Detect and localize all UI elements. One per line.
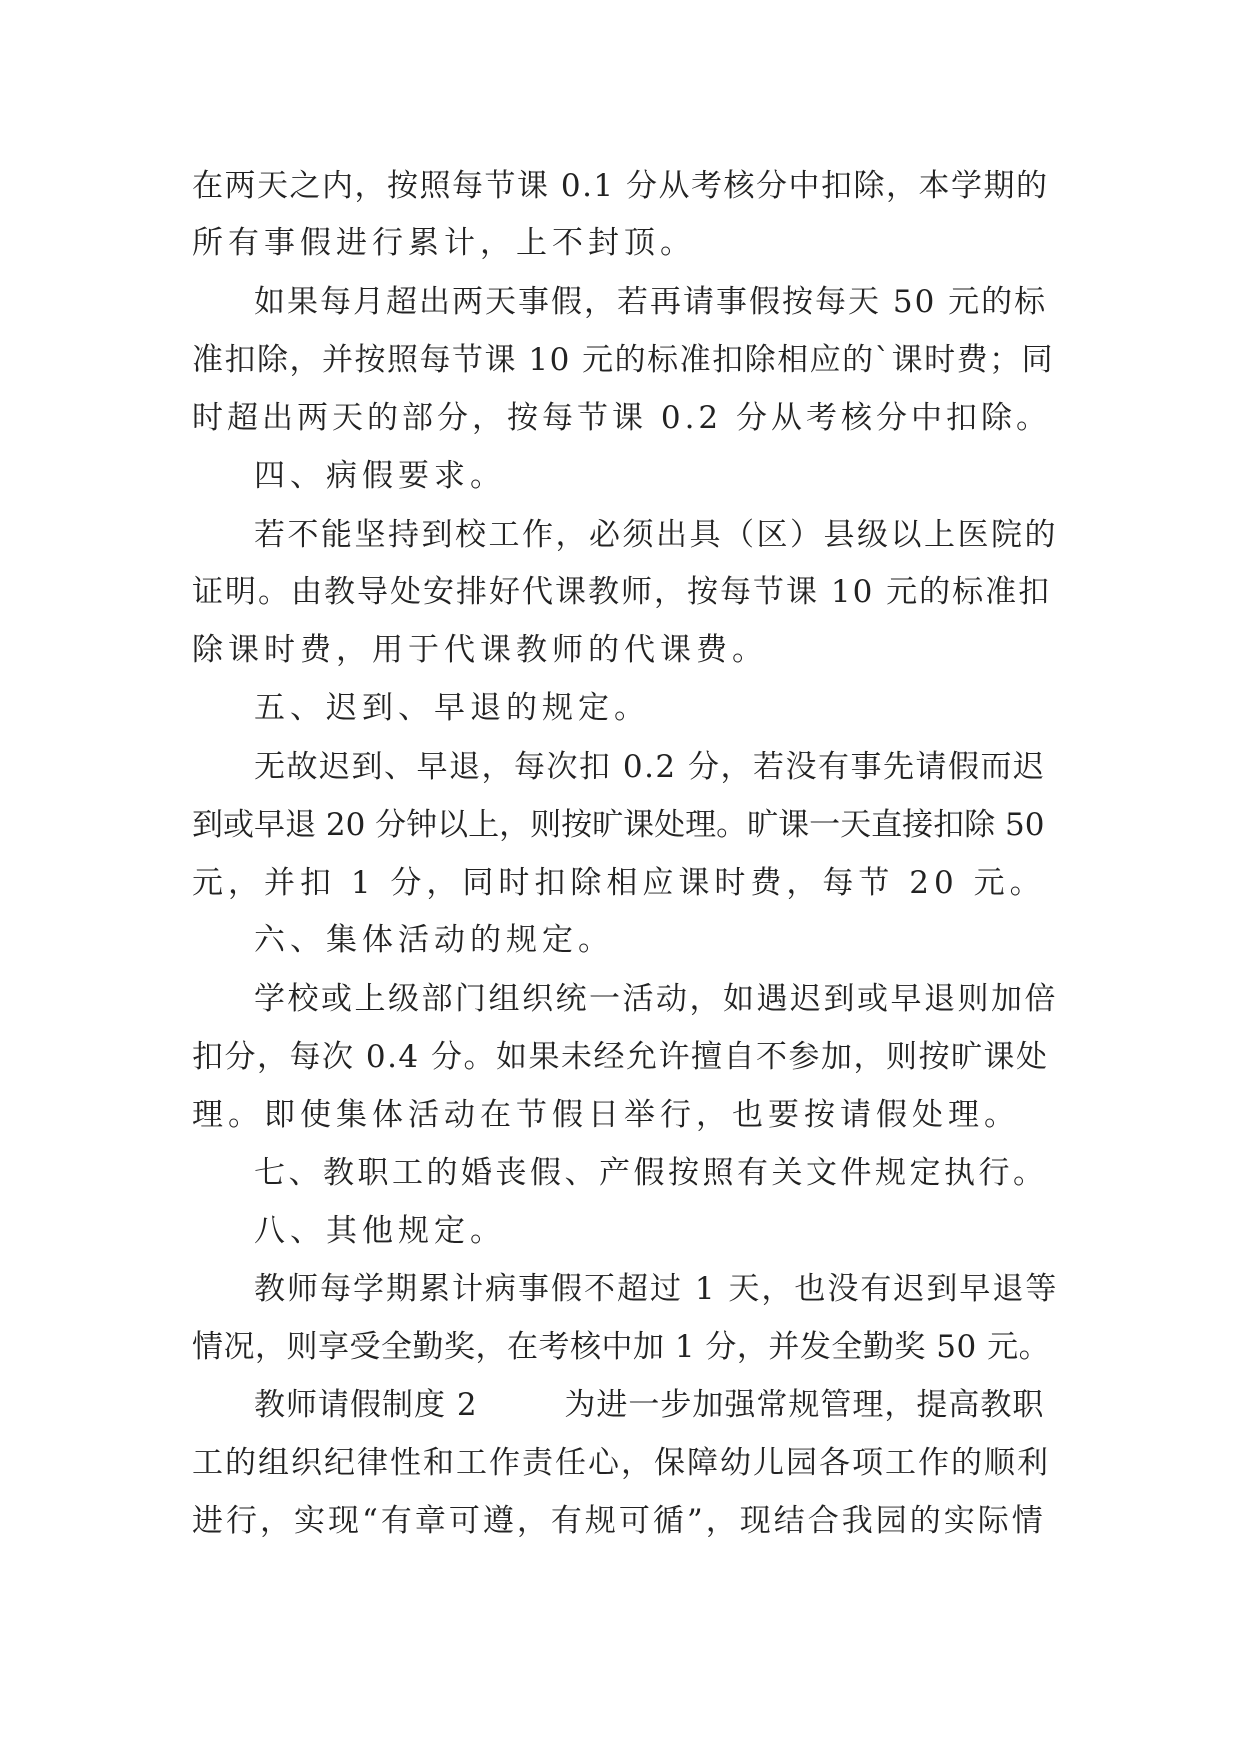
text-line: 到或早退 20 分钟以上，则按旷课处理。旷课一天直接扣除 50	[192, 807, 1045, 843]
text-line: 如果每月超出两天事假，若再请事假按每天 50 元的标	[254, 284, 1048, 320]
text-line: 准扣除，并按照每节课 10 元的标准扣除相应的`课时费；同	[192, 342, 1055, 378]
text-line: 除课时费，用于代课教师的代课费。	[192, 632, 768, 668]
section-heading: 四、病假要求。	[254, 458, 506, 494]
text-line: 教师每学期累计病事假不超过 1 天，也没有迟到早退等	[254, 1271, 1059, 1307]
text-line: 证明。由教导处安排好代课教师，按每节课 10 元的标准扣	[192, 574, 1052, 610]
text-line: 理。即使集体活动在节假日举行，也要按请假处理。	[192, 1097, 1020, 1133]
text-line: 学校或上级部门组织统一活动，如遇迟到或早退则加倍	[254, 981, 1058, 1017]
text-line: 无故迟到、早退，每次扣 0.2 分，若没有事先请假而迟	[254, 749, 1046, 785]
text-line: 扣分，每次 0.4 分。如果未经允许擅自不参加，则按旷课处	[192, 1039, 1049, 1075]
text-line: 元，并扣 1 分，同时扣除相应课时费，每节 20 元。	[192, 865, 1046, 901]
text-line: 所有事假进行累计，上不封顶。	[192, 225, 696, 261]
section-heading: 七、教职工的婚丧假、产假按照有关文件规定执行。	[254, 1155, 1048, 1191]
text-line: 教师请假制度 2 为进一步加强常规管理，提高教职	[254, 1387, 1045, 1423]
text-line: 在两天之内，按照每节课 0.1 分从考核分中扣除，本学期的	[192, 168, 1049, 204]
text-line: 若不能坚持到校工作，必须出具（区）县级以上医院的	[254, 517, 1058, 553]
section-heading: 五、迟到、早退的规定。	[254, 690, 650, 726]
text-line: 时超出两天的部分，按每节课 0.2 分从考核分中扣除。	[192, 400, 1052, 436]
text-line: 进行，实现“有章可遵，有规可循”，现结合我园的实际情	[192, 1503, 1046, 1539]
section-heading: 六、集体活动的规定。	[254, 922, 614, 958]
text-line: 工的组织纪律性和工作责任心，保障幼儿园各项工作的顺利	[192, 1445, 1050, 1481]
text-line: 情况，则享受全勤奖，在考核中加 1 分，并发全勤奖 50 元。	[192, 1329, 1051, 1365]
section-heading: 八、其他规定。	[254, 1213, 506, 1249]
